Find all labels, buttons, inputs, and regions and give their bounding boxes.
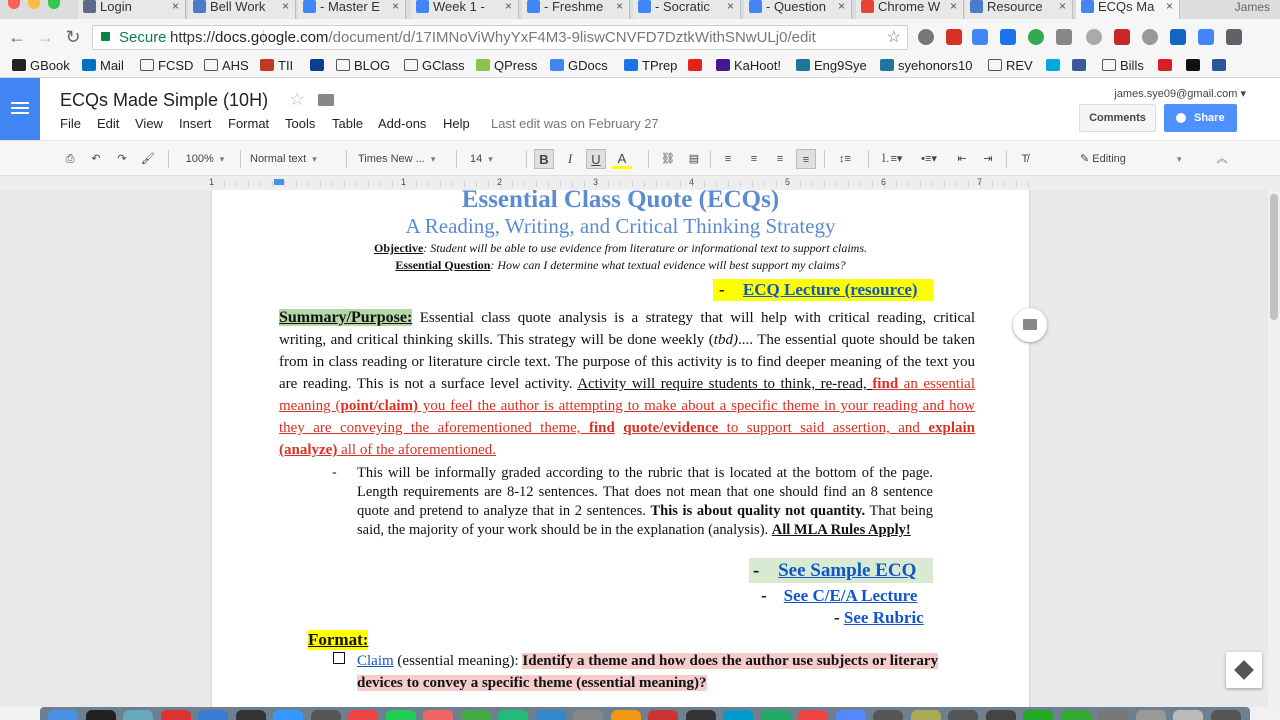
att-icon xyxy=(1046,59,1060,71)
cea-lecture-link[interactable]: See C/E/A Lecture xyxy=(783,586,918,605)
gdocs-icon xyxy=(550,59,564,71)
nasa-icon xyxy=(310,59,324,71)
browser-tab[interactable] xyxy=(78,0,186,19)
url-host: docs.google.com xyxy=(215,29,329,46)
clear-formatting-icon[interactable]: T̸ xyxy=(1021,153,1029,165)
folder-icon xyxy=(1102,59,1116,71)
dock-app-icon[interactable] xyxy=(386,710,416,720)
docs-home-icon[interactable] xyxy=(0,78,40,140)
tab-title: - Socratic xyxy=(655,0,710,14)
tab-favicon-icon xyxy=(970,0,983,13)
dock-app-icon[interactable] xyxy=(311,710,341,720)
dock-app-icon[interactable] xyxy=(1211,710,1241,720)
dock-app-icon[interactable] xyxy=(48,710,78,720)
bookmark-label: TPrep xyxy=(642,58,678,73)
grading-bullet: This will be informally graded according to the rubric that is located at the bottom of the page. Length requirements are 8-12 sentences. That does not mean that one should find an 8 sentence quote and pretend to analyze that in 2 sentences. This is about quality not quantity. That being said, the majority of your work should be in the explanation (analysis). All MLA Rules Apply! xyxy=(357,465,933,538)
folder-icon xyxy=(404,59,418,71)
wellsfargo-icon xyxy=(1158,59,1172,71)
extension-grammarly-icon[interactable] xyxy=(1028,29,1044,45)
tab-title: Bell Work xyxy=(210,0,266,14)
tab-close-icon[interactable]: × xyxy=(615,0,623,13)
explore-icon[interactable] xyxy=(1226,652,1262,688)
style-select[interactable]: Normal text ▾ xyxy=(250,149,336,169)
bookmark-label: BLOG xyxy=(354,58,391,73)
extension-zoom-icon[interactable] xyxy=(1086,29,1102,45)
url-text xyxy=(170,26,816,49)
account-email[interactable]: james.sye09@gmail.com ▾ xyxy=(1114,88,1246,100)
bookmark-item[interactable] xyxy=(1102,58,1144,73)
indent-marker-icon[interactable] xyxy=(274,179,284,185)
folder-icon xyxy=(988,59,1002,71)
bookmark-star-icon[interactable]: ☆ xyxy=(886,29,901,46)
dock-app-icon[interactable] xyxy=(1061,710,1091,720)
tab-close-icon[interactable]: × xyxy=(837,0,845,13)
extension-calendar-icon[interactable] xyxy=(972,29,988,45)
secure-label: Secure xyxy=(119,29,167,46)
dock-app-icon[interactable] xyxy=(123,710,153,720)
extension-v-icon[interactable] xyxy=(1000,29,1016,45)
objective-line: Objective: Student will be able to use evidence from literature or informational text to support claims. xyxy=(373,241,868,255)
folder-icon xyxy=(336,59,350,71)
back-arrow-icon[interactable]: ← xyxy=(8,27,26,47)
last-edit-status[interactable]: Last edit was on February 27 xyxy=(491,116,659,131)
bookmark-item[interactable] xyxy=(796,58,867,73)
address-bar[interactable] xyxy=(92,25,908,50)
dock-app-icon[interactable] xyxy=(536,710,566,720)
dock-app-icon[interactable] xyxy=(873,710,903,720)
bookmarks-bar xyxy=(0,55,1280,78)
text-color-button[interactable]: A xyxy=(612,149,632,169)
share-button[interactable] xyxy=(1164,104,1237,132)
bookmark-item[interactable] xyxy=(624,58,677,73)
bookmark-item[interactable] xyxy=(336,58,390,73)
bookmark-item[interactable] xyxy=(82,58,124,73)
sample-ecq-link[interactable]: See Sample ECQ xyxy=(778,560,917,581)
pencil-icon: ✎ xyxy=(1080,153,1090,165)
tab-title: Chrome W xyxy=(878,0,941,14)
bookmark-item[interactable] xyxy=(476,58,537,73)
bookmark-label: Bills xyxy=(1120,58,1144,73)
browser-tab[interactable] xyxy=(298,0,406,19)
dock-app-icon[interactable] xyxy=(648,710,678,720)
doc-heading-2: A Reading, Writing, and Critical Thinking Strategy xyxy=(405,214,836,238)
tab-favicon-icon xyxy=(83,0,96,13)
wordpress-icon xyxy=(796,59,810,71)
tab-favicon-icon xyxy=(303,0,316,13)
bookmark-item[interactable] xyxy=(1072,58,1090,73)
bookmark-item[interactable] xyxy=(404,58,465,73)
menu-edit[interactable]: Edit xyxy=(97,116,120,131)
bookmark-item[interactable] xyxy=(12,58,70,73)
minimize-window-icon[interactable] xyxy=(28,0,40,9)
comments-button[interactable]: Comments xyxy=(1079,104,1156,132)
dock-app-icon[interactable] xyxy=(161,710,191,720)
link-icon[interactable]: ⛓ xyxy=(661,153,675,165)
increase-indent-icon[interactable]: ⇥ xyxy=(983,153,993,165)
cursor-icon xyxy=(624,59,638,71)
dock-app-icon[interactable] xyxy=(348,710,378,720)
dock-app-icon[interactable] xyxy=(911,710,941,720)
bookmark-item[interactable] xyxy=(204,58,249,73)
tab-close-icon[interactable]: × xyxy=(171,0,179,13)
gbook-icon xyxy=(12,59,26,71)
tab-title: ECQs Ma xyxy=(1098,0,1155,14)
tab-favicon-icon xyxy=(1081,0,1094,13)
extension-gmail-icon[interactable] xyxy=(946,29,962,45)
print-icon[interactable]: ⎙ xyxy=(65,153,75,165)
kahoot-icon xyxy=(716,59,730,71)
browser-tab-strip xyxy=(0,0,1280,19)
summary-label: Summary/Purpose: xyxy=(279,309,413,326)
browser-tab[interactable] xyxy=(522,0,630,19)
align-right-icon[interactable]: ≡ xyxy=(776,153,784,165)
extension-book-icon[interactable] xyxy=(1170,29,1186,45)
outlook-icon xyxy=(82,59,96,71)
person-icon xyxy=(1176,113,1186,123)
bookmark-label: TII xyxy=(278,58,294,73)
bookmark-item[interactable] xyxy=(260,58,293,73)
browser-tab[interactable] xyxy=(188,0,296,19)
align-center-icon[interactable]: ≡ xyxy=(750,153,758,165)
bulleted-list-icon[interactable]: •≡▾ xyxy=(921,153,937,165)
claim-item: Claim (essential meaning): Identify a theme and how does the author use subjects or literary devices to convey a specific theme (essential meaning)? xyxy=(357,653,939,691)
scrollbar-thumb[interactable] xyxy=(1270,194,1278,320)
align-left-icon[interactable]: ≡ xyxy=(724,153,732,165)
amazon-icon xyxy=(1186,59,1200,71)
bookmark-label: Eng9Sye xyxy=(814,58,867,73)
document-canvas xyxy=(0,190,1280,707)
collapse-menu-icon[interactable]: ︽ xyxy=(1216,153,1228,165)
chrome-menu-icon[interactable] xyxy=(1226,29,1242,45)
dock-app-icon[interactable] xyxy=(573,710,603,720)
dock-app-icon[interactable] xyxy=(1098,710,1128,720)
justify-icon[interactable]: ≡ xyxy=(796,149,816,169)
doc-heading-1: Essential Class Quote (ECQs) xyxy=(461,190,780,213)
maximize-window-icon[interactable] xyxy=(48,0,60,9)
menu-file[interactable]: File xyxy=(60,116,81,131)
tab-close-icon[interactable]: × xyxy=(949,0,957,13)
ecq-lecture-link[interactable]: ECQ Lecture (resource) xyxy=(742,280,918,299)
editing-mode-select[interactable]: ✎ Editing ▾ xyxy=(1080,153,1182,165)
macos-dock xyxy=(40,707,1250,720)
bookmark-item[interactable] xyxy=(1046,58,1064,73)
bookmark-label: GClass xyxy=(422,58,465,73)
tab-favicon-icon xyxy=(416,0,429,13)
decrease-indent-icon[interactable]: ⇤ xyxy=(957,153,967,165)
menu-tools[interactable]: Tools xyxy=(285,116,316,131)
dock-app-icon[interactable] xyxy=(86,710,116,720)
menu-view[interactable]: View xyxy=(135,116,163,131)
vertical-scrollbar[interactable] xyxy=(1268,190,1280,707)
document-page[interactable]: Essential Class Quote (ECQs) A Reading, Writing, and Critical Thinking Strategy Objective: Student will be able to use evidence from literature or informational text to support claims. Essential Question: How can I determine what textual evidence will best support my claims? - ECQ Lecture (resource) Summary/Purpose: Essential class quote analysis is a strategy that will help with critical reading, critical writing, and critical thinking skills. This strategy will be done weekly (tbd).... The essential quote should be taken from in class reading or literature circle text. The purpose of this activity is to find deeper meaning of the text you are reading. This is not a surface level activity. Activity will require students to think, re-read, find an essential meaning (point/claim) you feel the author is attempting to make about a specific theme in your reading and how they are conveying the aforementioned theme, find quote/evidence to support said assertion, and explain (analyze) all of the aforementioned. - This will be informally graded according to the rubric that is located at the bottom of the page. Length requirements are 8-12 sentences. That does not mean that one should find an 8 sentence quote and pretend to analyze that in 2 sentences. This is about quality not quantity. That being said, the majority of your work should be in the explanation (analysis). All MLA Rules Apply! - See Sample ECQ - See C/E/A Lecture - See Rubric Format: Claim (essential meaning): Identify a theme and how does the author use subjects or literary devices to convey a specific theme (essential meaning)? xyxy=(212,190,1029,707)
paint-format-icon[interactable]: 🖌 xyxy=(141,153,155,165)
word-icon xyxy=(1212,59,1226,71)
cea-lecture-line: - See C/E/A Lecture xyxy=(761,586,918,605)
tab-close-icon[interactable]: × xyxy=(1165,0,1173,13)
bookmark-label: FCSD xyxy=(158,58,194,73)
dock-app-icon[interactable] xyxy=(1136,710,1166,720)
tab-close-icon[interactable]: × xyxy=(391,0,399,13)
browser-tab[interactable] xyxy=(411,0,519,19)
essential-question-line: Essential Question: How can I determine what textual evidence will best support my claims? xyxy=(395,258,846,272)
browser-tab[interactable] xyxy=(1076,0,1180,19)
tab-title: Login xyxy=(100,0,132,14)
tab-favicon-icon xyxy=(861,0,874,13)
tab-close-icon[interactable]: × xyxy=(726,0,734,13)
menu-addons[interactable]: Add-ons xyxy=(378,116,427,131)
tab-favicon-icon xyxy=(638,0,651,13)
folder-icon xyxy=(140,59,154,71)
tab-title: - Master E xyxy=(320,0,380,14)
navigation-bar xyxy=(0,19,1280,55)
tab-close-icon[interactable]: × xyxy=(281,0,289,13)
bookmark-item[interactable] xyxy=(550,58,608,73)
menu-help[interactable]: Help xyxy=(443,116,470,131)
font-select[interactable]: Times New ... ▾ xyxy=(358,149,444,169)
tab-favicon-icon xyxy=(193,0,206,13)
docs-header xyxy=(0,78,1280,140)
tab-close-icon[interactable]: × xyxy=(504,0,512,13)
url-scheme: https:// xyxy=(170,29,216,46)
wordpress-icon xyxy=(880,59,894,71)
tab-title: Resource xyxy=(987,0,1043,14)
profile-name[interactable]: James xyxy=(1234,0,1270,14)
bookmark-item[interactable] xyxy=(140,58,193,73)
dock-app-icon[interactable] xyxy=(611,710,641,720)
tab-close-icon[interactable]: × xyxy=(1058,0,1066,13)
lock-icon xyxy=(101,32,110,41)
add-comment-icon[interactable] xyxy=(1013,308,1047,342)
extension-docs-icon[interactable] xyxy=(1198,29,1214,45)
bookmark-item[interactable] xyxy=(1212,58,1230,73)
browser-tab[interactable] xyxy=(744,0,852,19)
menu-format[interactable]: Format xyxy=(228,116,270,131)
youtube-icon xyxy=(688,59,702,71)
redo-icon[interactable]: ↷ xyxy=(117,153,127,165)
claim-link[interactable]: Claim xyxy=(357,653,394,669)
bookmark-item[interactable] xyxy=(310,58,328,73)
tab-favicon-icon xyxy=(749,0,762,13)
folder-icon[interactable] xyxy=(318,94,334,106)
extension-b-icon[interactable] xyxy=(1056,29,1072,45)
dock-app-icon[interactable] xyxy=(198,710,228,720)
underline-button[interactable]: U xyxy=(586,149,606,169)
tab-title: - Question xyxy=(766,0,826,14)
bookmark-label: syehonors10 xyxy=(898,58,973,73)
bookmark-item[interactable] xyxy=(688,58,706,73)
sample-ecq-line: - See Sample ECQ xyxy=(749,558,933,583)
rubric-link[interactable]: See Rubric xyxy=(843,608,924,627)
dock-app-icon[interactable] xyxy=(798,710,828,720)
bookmark-item[interactable] xyxy=(716,58,781,73)
browser-tab[interactable] xyxy=(856,0,964,19)
bookmark-label: KaHoot! xyxy=(734,58,781,73)
ruler: 1 1 2 3 4 5 6 7 xyxy=(0,176,1280,190)
dock-app-icon[interactable] xyxy=(761,710,791,720)
bookmark-label: GDocs xyxy=(568,58,608,73)
lecture-link-line: - ECQ Lecture (resource) xyxy=(713,279,933,301)
url-path: /document/d/17IMNoViWhyYxF4M3-9liswCNVFD7DztkWithSNwULj0/edit xyxy=(328,29,816,46)
close-window-icon[interactable] xyxy=(8,0,20,9)
bold-button[interactable]: B xyxy=(534,149,554,169)
qpress-icon xyxy=(476,59,490,71)
extension-film-icon[interactable] xyxy=(1114,29,1130,45)
dock-app-icon[interactable] xyxy=(1023,710,1053,720)
facebook-icon xyxy=(1072,59,1086,71)
star-icon[interactable]: ☆ xyxy=(289,89,306,109)
italic-button[interactable]: I xyxy=(567,151,573,166)
menu-table[interactable]: Table xyxy=(332,116,364,131)
bookmark-item[interactable] xyxy=(1186,58,1204,73)
format-label: Format: xyxy=(308,630,369,649)
bookmark-label: Mail xyxy=(100,58,124,73)
numbered-list-icon[interactable]: ⒈≡▾ xyxy=(879,153,903,165)
turnitin-icon xyxy=(260,59,274,71)
folder-icon xyxy=(204,59,218,71)
undo-icon[interactable]: ↶ xyxy=(91,153,101,165)
rubric-line: - See Rubric xyxy=(834,608,924,627)
bookmark-label: AHS xyxy=(222,58,249,73)
dock-app-icon[interactable] xyxy=(836,710,866,720)
bookmark-label: GBook xyxy=(30,58,70,73)
bookmark-item[interactable] xyxy=(880,58,972,73)
zoom-select[interactable]: 100% ▾ xyxy=(180,149,230,169)
menu-insert[interactable]: Insert xyxy=(179,116,212,131)
browser-tab[interactable] xyxy=(965,0,1073,19)
formatting-toolbar xyxy=(0,140,1280,176)
forward-arrow-icon[interactable]: → xyxy=(36,27,54,47)
dock-app-icon[interactable] xyxy=(686,710,716,720)
share-label: Share xyxy=(1194,112,1225,124)
dock-app-icon[interactable] xyxy=(236,710,266,720)
bookmark-item[interactable] xyxy=(988,58,1033,73)
dock-app-icon[interactable] xyxy=(423,710,453,720)
tab-title: Week 1 - xyxy=(433,0,485,14)
dock-app-icon[interactable] xyxy=(461,710,491,720)
summary-paragraph: Summary/Purpose: Essential class quote analysis is a strategy that will help with critical reading, critical writing, and critical thinking skills. This strategy will be done weekly (tbd).... The essential quote should be taken from in class reading or literature circle text. The purpose of this activity is to find deeper meaning of the text you are reading. This is not a surface level activity. Activity will require students to think, re-read, find an essential meaning (point/claim) you feel the author is attempting to make about a specific theme in your reading and how they are conveying the aforementioned theme, find quote/evidence to support said assertion, and explain (analyze) all of the aforementioned. xyxy=(279,309,976,458)
dock-app-icon[interactable] xyxy=(723,710,753,720)
tab-title: - Freshme xyxy=(544,0,604,14)
font-size-select[interactable]: 14 ▾ xyxy=(470,149,520,169)
checkbox-bullet-icon xyxy=(333,652,345,664)
browser-tab[interactable] xyxy=(633,0,741,19)
bookmark-label: QPress xyxy=(494,58,538,73)
reload-icon[interactable]: ↻ xyxy=(65,27,81,47)
extension-pin-icon[interactable] xyxy=(918,29,934,45)
dock-app-icon[interactable] xyxy=(498,710,528,720)
line-spacing-icon[interactable]: ↕≡ xyxy=(839,153,851,165)
dock-app-icon[interactable] xyxy=(948,710,978,720)
tab-favicon-icon xyxy=(527,0,540,13)
comment-icon[interactable]: ▤ xyxy=(688,153,700,165)
bookmark-label: REV xyxy=(1006,58,1033,73)
dock-app-icon[interactable] xyxy=(1173,710,1203,720)
bookmark-item[interactable] xyxy=(1158,58,1176,73)
dock-app-icon[interactable] xyxy=(986,710,1016,720)
dock-app-icon[interactable] xyxy=(273,710,303,720)
document-title[interactable]: ECQs Made Simple (10H) xyxy=(60,90,269,110)
extension-block-icon[interactable] xyxy=(1142,29,1158,45)
